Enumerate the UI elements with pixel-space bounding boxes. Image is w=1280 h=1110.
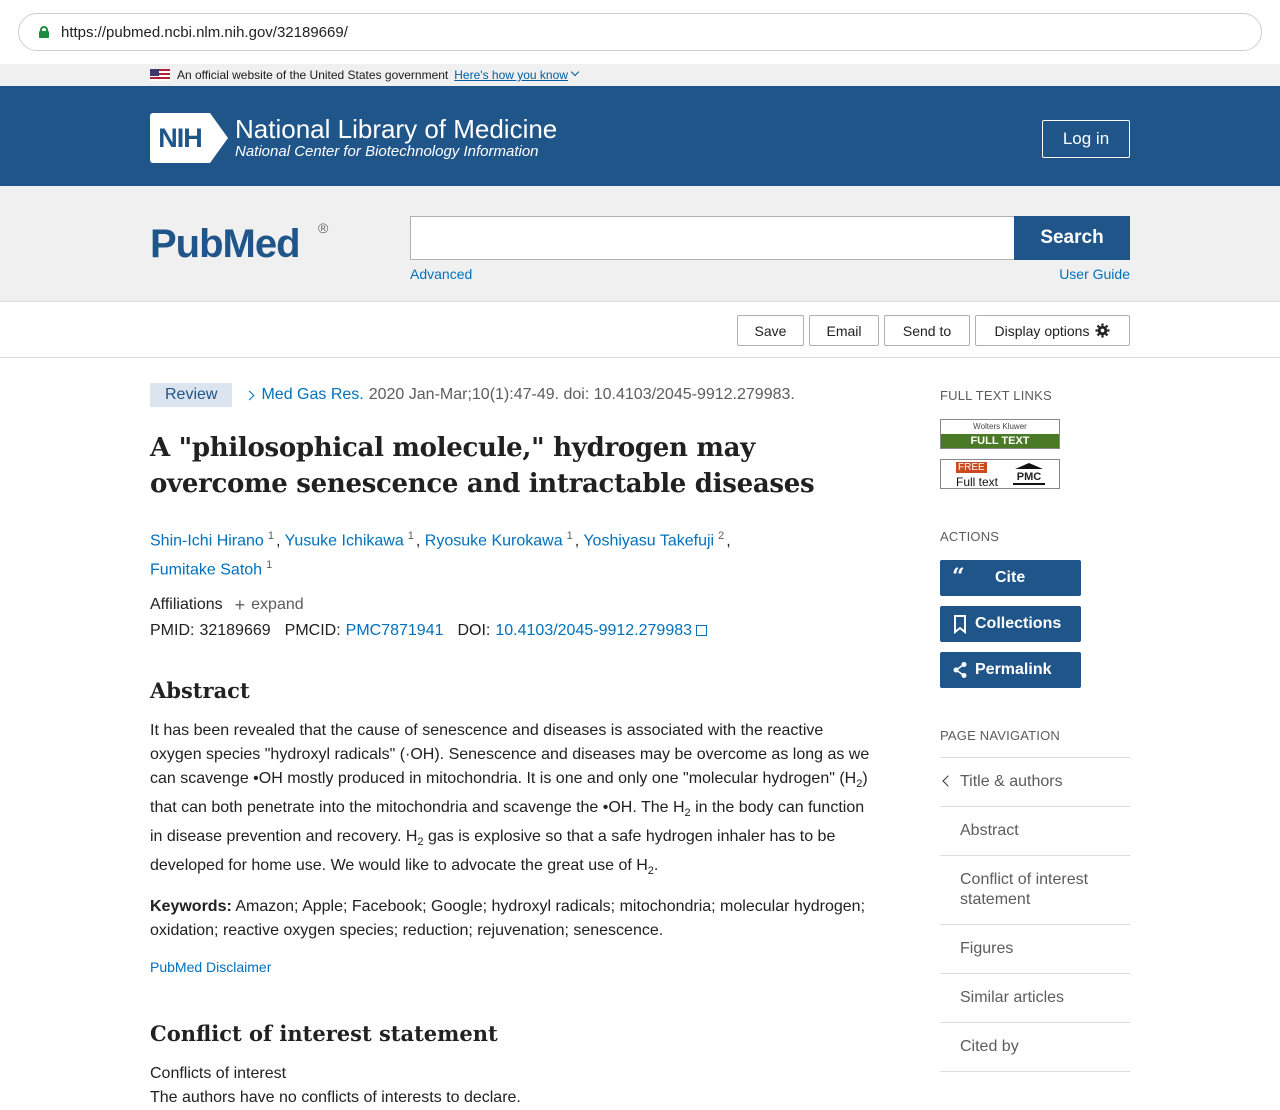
cite-button[interactable] <box>940 560 1081 596</box>
collections-label: Collections <box>975 615 1062 632</box>
sidebar <box>940 388 1130 1072</box>
doi-link[interactable]: 10.4103/2045-9912.279983 <box>495 621 693 639</box>
coi-subheading: Conflicts of interest <box>150 1065 287 1083</box>
pmc-logo: PMC <box>1013 463 1045 485</box>
affiliation-marker[interactable]: 2 <box>718 530 725 542</box>
nih-logo-arrow <box>210 113 228 163</box>
user-guide-link[interactable]: User Guide <box>1059 266 1130 282</box>
plus-icon: + <box>234 594 246 615</box>
pmid-group <box>150 622 271 640</box>
article-identifiers <box>150 622 870 640</box>
nav-label: Figures <box>960 940 1014 957</box>
how-you-know-link[interactable]: Here's how you know <box>454 68 568 82</box>
author-link[interactable]: Shin-Ichi Hirano <box>150 532 264 550</box>
nav-cited-by[interactable] <box>940 1023 1130 1072</box>
advanced-search-link[interactable]: Advanced <box>410 266 473 282</box>
keywords-label: Keywords: <box>150 898 232 916</box>
permalink-label: Permalink <box>975 661 1052 678</box>
nlm-header <box>0 86 1280 186</box>
author-link[interactable]: Ryosuke Kurokawa <box>424 532 563 550</box>
pubmed-logo[interactable] <box>150 216 340 276</box>
affiliations-label: Affiliations <box>150 596 223 614</box>
permalink-button[interactable] <box>940 652 1081 688</box>
address-bar[interactable] <box>18 13 1262 51</box>
collections-button[interactable] <box>940 606 1081 642</box>
nav-label: Conflict of interest statement <box>960 871 1089 908</box>
bookmark-icon <box>952 615 968 633</box>
search-band <box>0 186 1280 302</box>
us-flag-icon <box>150 69 170 81</box>
gear-icon <box>1095 323 1110 338</box>
external-link-icon <box>696 625 707 636</box>
pmid-value: 32189669 <box>199 621 271 639</box>
nih-logo-text: NIH <box>150 113 210 163</box>
expand-affiliations-button[interactable] <box>235 595 304 616</box>
article-meta <box>150 382 870 408</box>
display-options-button[interactable] <box>975 315 1130 346</box>
nav-similar-articles[interactable] <box>940 974 1130 1023</box>
lock-icon <box>39 26 49 38</box>
author-link[interactable]: Yoshiyasu Takefuji <box>583 532 715 550</box>
login-button[interactable]: Log in <box>1042 120 1130 158</box>
url-text[interactable]: https://pubmed.ncbi.nlm.nih.gov/32189669/ <box>61 23 348 41</box>
abstract-heading: Abstract <box>150 677 250 703</box>
nav-title-authors[interactable] <box>940 758 1130 807</box>
coi-statement: The authors have no conflicts of interests to declare. <box>150 1089 521 1107</box>
nav-label: Title & authors <box>960 773 1063 790</box>
browser-address-bar-area <box>0 0 1280 64</box>
nih-logo[interactable] <box>150 113 228 163</box>
pubmed-logo-text: PubMed <box>150 222 300 266</box>
citation-text: 2020 Jan-Mar;10(1):47-49. doi: 10.4103/2045-9912.279983. <box>368 386 795 403</box>
nav-label: Cited by <box>960 1038 1019 1055</box>
nlm-name[interactable]: National Library of Medicine <box>235 114 558 144</box>
pmcid-label: PMCID: <box>284 621 341 639</box>
keywords <box>150 895 870 943</box>
coi-text <box>150 1062 870 1110</box>
nav-label: Similar articles <box>960 989 1065 1006</box>
search-button[interactable]: Search <box>1014 216 1130 260</box>
affiliation-marker[interactable]: 1 <box>407 530 414 542</box>
article-toolbar <box>0 302 1280 358</box>
pmc-free-full-text-link[interactable] <box>940 459 1060 489</box>
affiliations-row <box>150 595 870 616</box>
gov-banner-text: An official website of the United States government <box>177 68 449 82</box>
pmid-label: PMID: <box>150 621 195 639</box>
publication-type-badge: Review <box>150 383 232 407</box>
coi-heading: Conflict of interest statement <box>150 1021 498 1047</box>
doi-label: DOI: <box>457 621 491 639</box>
wk-full-text-label: FULL TEXT <box>941 434 1059 448</box>
page-navigation-heading: PAGE NAVIGATION <box>940 728 1130 758</box>
full-text-label: Full text <box>956 475 999 489</box>
gov-banner <box>0 64 1280 86</box>
expand-label: expand <box>251 596 304 614</box>
chevron-right-icon <box>245 390 255 400</box>
article-main <box>150 382 870 1110</box>
save-button[interactable]: Save <box>737 315 804 346</box>
full-text-links-heading: FULL TEXT LINKS <box>940 388 1052 403</box>
free-label: FREE <box>958 462 985 473</box>
ncbi-subtitle: National Center for Biotechnology Information <box>235 143 539 160</box>
nav-label: Abstract <box>960 822 1019 839</box>
journal-link[interactable]: Med Gas Res. <box>261 386 364 403</box>
wolters-kluwer-full-text-link[interactable] <box>940 419 1060 449</box>
affiliation-marker[interactable]: 1 <box>267 530 274 542</box>
wk-logo-text: Wolters Kluwer <box>973 422 1027 431</box>
affiliation-marker[interactable]: 1 <box>266 559 273 572</box>
email-button[interactable]: Email <box>809 315 879 346</box>
pmcid-link[interactable]: PMC7871941 <box>345 621 444 639</box>
search-input[interactable] <box>410 216 1016 260</box>
registered-mark: ® <box>318 220 329 236</box>
nav-figures[interactable] <box>940 925 1130 974</box>
quote-icon: “ <box>952 564 965 590</box>
share-icon <box>952 661 968 679</box>
display-options-label: Display options <box>994 322 1090 339</box>
doi-group <box>457 622 707 640</box>
article-title: A "philosophical molecule," hydrogen may overcome senescence and intractable diseases <box>150 433 815 499</box>
affiliation-marker[interactable]: 1 <box>566 530 573 542</box>
send-to-button[interactable]: Send to <box>884 315 970 346</box>
pmcid-group <box>285 622 444 640</box>
cite-label: Cite <box>995 569 1026 586</box>
abstract-text: It has been revealed that the cause of senescence and diseases is associated with the reactive oxygen species "hydroxyl radicals" (·OH). Senescence and diseases may be overcome as long as we can scavenge •OH mostly produced in mitochondria. It is one and only one "molecular hydrogen" $(H_2)$ that can both penetrate into the mitochondria and scavenge the •OH. The $H_2$ in the body can function in disease prevention and recovery. $H_2$ gas is explosive so that a safe hydrogen inhaler has to be developed for home use. We would like to advocate the great use of $H_2$. <box>150 721 870 878</box>
author-list: Shin-Ichi Hirano $^1$ , Yusuke Ichikawa $^1$ , Ryosuke Kurokawa $^1$ , Yoshiyasu Takefuji $^2$ , Fumitake Satoh $^1$ <box>150 530 731 579</box>
author-link[interactable]: Yusuke Ichikawa <box>284 532 404 550</box>
keywords-list: Amazon; Apple; Facebook; Google; hydroxyl radicals; mitochondria; molecular hydrogen; oxidation; reactive oxygen species; reduction; rejuvenation; senescence. <box>150 898 866 940</box>
chevron-down-icon <box>571 68 579 76</box>
author-link[interactable]: Fumitake Satoh <box>150 561 263 579</box>
nav-abstract[interactable] <box>940 807 1130 856</box>
chevron-left-icon <box>942 775 953 786</box>
pubmed-disclaimer-link[interactable]: PubMed Disclaimer <box>150 959 272 976</box>
actions-heading: ACTIONS <box>940 529 1000 544</box>
nav-conflict-of-interest[interactable] <box>940 856 1130 925</box>
